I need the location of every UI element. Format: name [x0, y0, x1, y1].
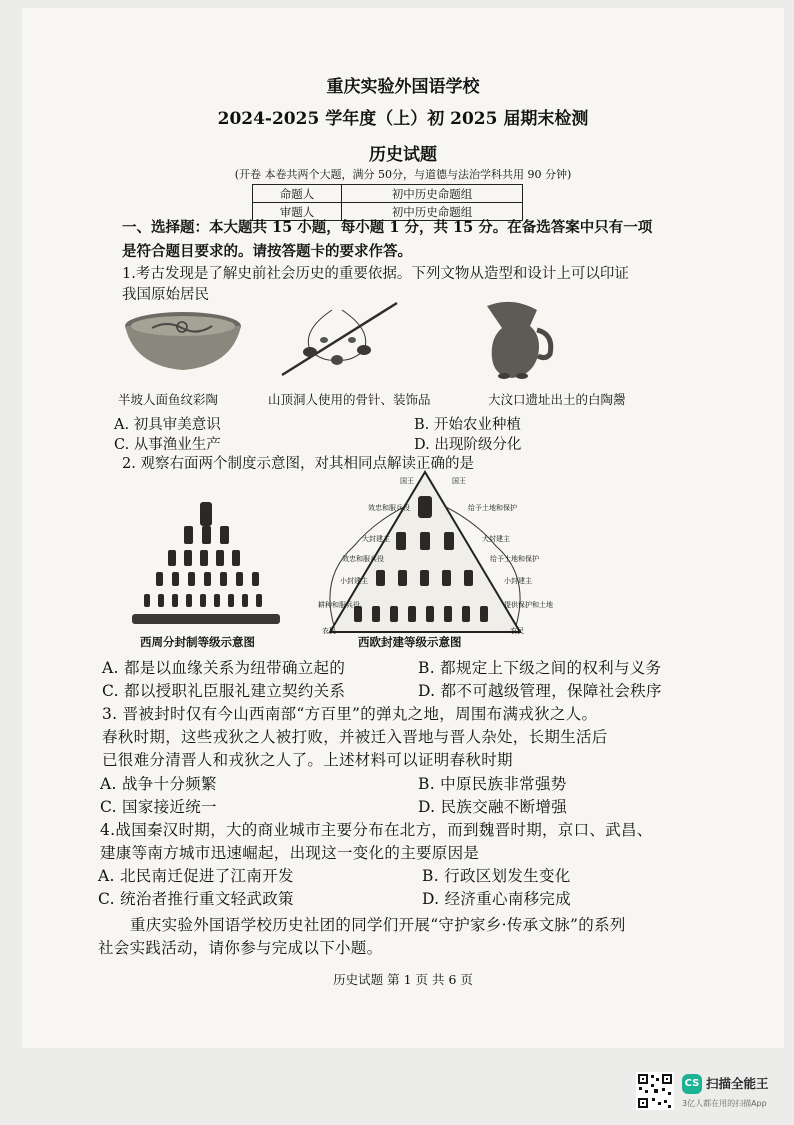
- bone-needle-ornaments-image: [262, 300, 412, 380]
- feudal-label-bottom-right: 农民: [510, 627, 524, 635]
- feudal-label-l1: 效忠和服兵役: [368, 504, 410, 512]
- q1-caption-3: 大汶口遗址出土的白陶鬶: [488, 392, 626, 407]
- q1-option-c: C. 从事渔业生产: [114, 437, 221, 453]
- school-title: 重庆实验外国语学校: [326, 77, 480, 97]
- camscanner-logo-icon: CS: [682, 1074, 702, 1094]
- q4-option-a: A. 北民南迁促进了江南开发: [98, 867, 294, 885]
- q1-option-a: A. 初具审美意识: [114, 417, 221, 433]
- q1-stem-line1: 1.考古发现是了解史前社会历史的重要依据。下列文物从造型和设计上可以印证: [122, 266, 629, 282]
- q2-option-c: C. 都以授职礼臣服礼建立契约关系: [102, 682, 346, 700]
- qr-code-icon: [636, 1072, 674, 1110]
- q2-stem: 2. 观察右面两个制度示意图，对其相同点解读正确的是: [122, 456, 474, 472]
- q4-option-d: D. 经济重心南移完成: [422, 890, 572, 908]
- q3-option-b: B. 中原民族非常强势: [418, 775, 567, 793]
- caption-western-zhou: 西周分封制等级示意图: [140, 635, 255, 649]
- author-role: 命题人: [253, 185, 342, 203]
- feudal-label-r3: 给予土地和保护: [490, 555, 539, 563]
- q4-line1: 4.战国秦汉时期，大的商业城市主要分布在北方，而到魏晋时期，京口、武昌、: [100, 821, 653, 839]
- painted-pottery-bowl-image: [122, 308, 244, 376]
- intro-line1: 重庆实验外国语学校历史社团的同学们开展“守护家乡·传承文脉”的系列: [130, 916, 626, 934]
- section-heading-line1: 一、选择题：本大题共 15 小题，每小题 1 分，共 15 分。在备选答案中只有一项: [122, 219, 653, 236]
- q4-option-c: C. 统治者推行重文轻武政策: [98, 890, 294, 908]
- feudal-label-l4: 小封建主: [340, 577, 368, 585]
- table-row: [253, 185, 523, 203]
- reviewer-role: 审题人: [253, 203, 342, 221]
- author-name: 初中历史命题组: [342, 185, 523, 203]
- q2-option-d: D. 都不可越级管理，保障社会秩序: [418, 682, 662, 700]
- scanner-app-name: 扫描全能王: [706, 1076, 769, 1091]
- q1-option-d: D. 出现阶级分化: [414, 437, 522, 453]
- q3-option-a: A. 战争十分频繁: [100, 775, 217, 793]
- q2-option-a: A. 都是以血缘关系为纽带确立起的: [102, 659, 346, 677]
- q2-option-b: B. 都规定上下级之间的权利与义务: [418, 659, 662, 677]
- q3-option-c: C. 国家接近统一: [100, 798, 217, 816]
- q1-option-b: B. 开始农业种植: [414, 417, 521, 433]
- white-pottery-gui-image: [482, 296, 562, 382]
- feudal-label-l5: 耕种和服兵役: [318, 601, 360, 609]
- feudal-label-top-right: 国王: [452, 477, 466, 485]
- feudal-label-r1: 给予土地和保护: [468, 504, 517, 512]
- feudal-label-r4: 小封建主: [504, 577, 532, 585]
- western-zhou-hierarchy-figure: [126, 500, 286, 630]
- exam-page: [22, 8, 784, 1048]
- exam-note: (开卷 本卷共两个大题，满分 50分，与道德与法治学科共用 90 分钟): [234, 168, 572, 181]
- feudal-label-r5: 提供保护和土地: [504, 601, 553, 609]
- caption-western-europe: 西欧封建等级示意图: [358, 635, 462, 649]
- q4-line2: 建康等南方城市迅速崛起，出现这一变化的主要原因是: [100, 844, 480, 862]
- feudal-label-top-left: 国王: [400, 477, 414, 485]
- subject-title: 历史试题: [369, 145, 437, 165]
- q1-caption-2: 山顶洞人使用的骨针、装饰品: [268, 392, 431, 407]
- q3-line2: 春秋时期，这些戎狄之人被打败，并被迁入晋地与晋人杂处，长期生活后: [102, 728, 608, 746]
- q4-option-b: B. 行政区划发生变化: [422, 867, 571, 885]
- page-footer: 历史试题 第 1 页 共 6 页: [333, 972, 473, 987]
- feudal-label-l3: 效忠和服兵役: [342, 555, 384, 563]
- western-europe-feudal-figure: [314, 466, 536, 636]
- q3-line1: 3. 晋被封时仅有今山西南部“方百里”的弹丸之地，周围布满戎狄之人。: [102, 705, 598, 723]
- feudal-label-r2: 大封建主: [482, 535, 510, 543]
- reviewer-name: 初中历史命题组: [342, 203, 523, 221]
- q3-option-d: D. 民族交融不断增强: [418, 798, 568, 816]
- q1-caption-1: 半坡人面鱼纹彩陶: [118, 392, 219, 407]
- feudal-label-bottom-left: 农民: [322, 627, 336, 635]
- exam-title: 2024-2025 学年度（上）初 2025 届期末检测: [217, 109, 589, 129]
- section-heading-line2: 是符合题目要求的。请按答题卡的要求作答。: [122, 243, 412, 260]
- q1-stem-line2: 我国原始居民: [122, 287, 209, 303]
- intro-line2: 社会实践活动，请你参与完成以下小题。: [98, 939, 383, 957]
- scanner-app-tagline: 3亿人都在用的扫描App: [682, 1099, 767, 1108]
- feudal-label-l2: 大封建主: [362, 535, 390, 543]
- q3-line3: 已很难分清晋人和戎狄之人了。上述材料可以证明春秋时期: [102, 751, 513, 769]
